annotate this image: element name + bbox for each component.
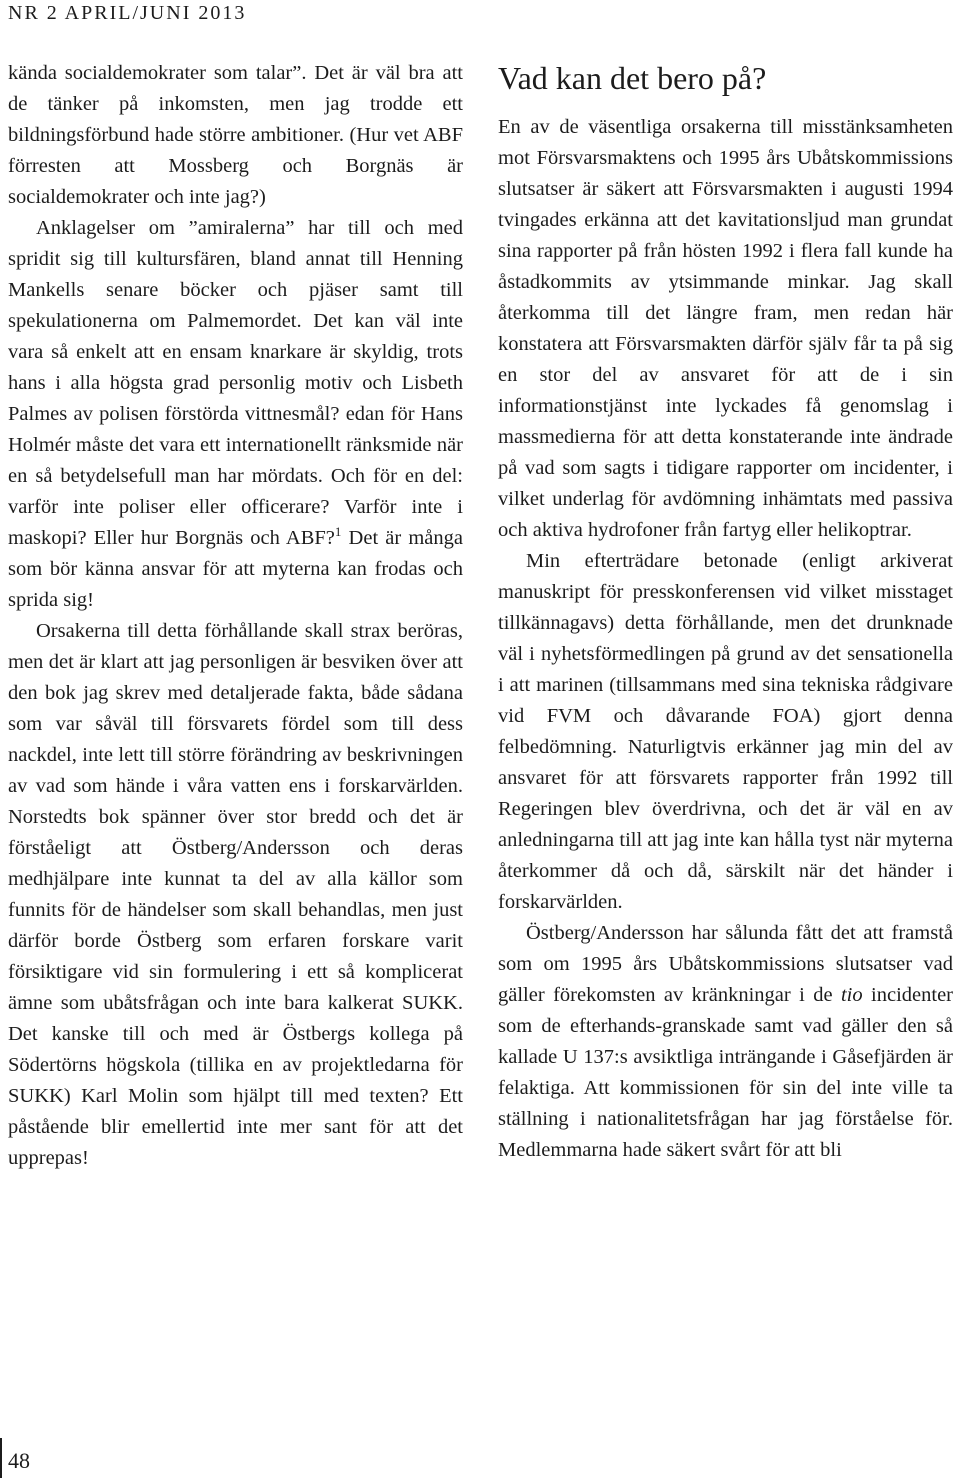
left-paragraph-2-text: Anklagelser om ”amiralerna” har till och med spridit sig till kultursfären, bland annat till Henning Mankells senare böcker och pjäser samt till spekulationerna om Palmemordet. Det kan väl inte vara så enkelt att en ensam knarkare är skyldig, trots hans i alla högsta grad personlig motiv och Lisbeth Palmes av polisen förstörda vittnesmål? edan för Hans Holmér måste det vara ett internationellt ränksmide när en så betydelsefull man har mördats. Och för en del: varför inte poliser eller officerare? Varför inte i maskopi? Eller hur Borgnäs och ABF? xyxy=(8,217,463,549)
right-paragraph-2: Min efterträdare betonade (enligt arkiverat manuskript för presskonferensen vid vilket misstaget tillkännagavs) detta förhållande, men det drunknade väl i nyhetsförmedlingen på grund av det sensationella i att marinen (tillsammans med sina tekniska rådgivare vid FVM och dåvarande FOA) gjort denna felbedömning. Naturligtvis erkänner jag min del av ansvaret för att försvarets rapporter från 1992 till Regeringen blev överdrivna, och det är väl en av anledningarna till att jag inte kan hålla tyst när myterna återkommer då och då, särskilt när det händer i forskarvärlden. xyxy=(498,550,953,913)
right-column xyxy=(498,60,953,1166)
page-edge-rule xyxy=(0,1438,2,1478)
left-paragraph-2-tail: Det är många som bör känna ansvar för att myterna kan frodas och sprida sig! xyxy=(8,527,464,611)
left-column xyxy=(8,58,463,1174)
left-paragraph-1: kända socialdemokrater som talar”. Det är väl bra att de tänker på inkomsten, men jag trodde ett bildningsförbund hade större ambitioner. (Hur vet ABF förresten att Mossberg och Borgnäs är socialdemokrater och inte jag?) xyxy=(8,62,463,208)
left-paragraph-3: Orsakerna till detta förhållande skall strax beröras, men det är klart att jag personligen är besviken över att den bok jag skrev med detaljerade fakta, både sådana som var såväl till försvarets fördel som till dess nackdel, inte lett till större förändring av beskrivningen av vad som hände i våra vatten ens i forskarvärlden. Norstedts bok spänner över stor bredd och det är förståeligt att Östberg/Andersson och deras medhjälpare inte kunnat ta del av alla källor som funnits för de händelser som skall behandlas, men just därför borde Östberg som erfaren forskare varit försiktigare vid sin formulering i ett så komplicerat ämne som ubåtsfrågan och inte bara kalkerat SUKK. Det kanske till och med är Östbergs kollega på Södertörns högskola (tillika en av projektledarna för SUKK) Karl Molin som hjälpt till med texten? Ett påstående blir emellertid inte mer sant för att det upprepas! xyxy=(8,620,463,1169)
footnote-marker: 1 xyxy=(334,524,342,540)
section-heading: Vad kan det bero på? xyxy=(498,60,767,96)
emphasis-tio: tio xyxy=(840,984,863,1006)
right-paragraph-1: En av de väsentliga orsakerna till misstänksamheten mot Försvarsmaktens och 1995 års Ubåtskommissions slutsatser är säkert att Försvarsmakten i augusti 1994 tvingades erkänna att det kavitationsljud man grundat sina rapporter på från hösten 1992 i flera fall kunde ha åstadkommits av ytsimmande minkar. Jag skall återkomma till det längre fram, men redan här konstatera att Försvarsmakten därför själv får ta på sig en stor del av ansvaret för att de i sin informationstjänst inte lyckades få genomslag i massmedierna för att detta konstaterande inte ändrade på vad som sagts i tidigare rapporter om incidenter, i vilket underlag för avdömning inhämtats med passiva och aktiva hydrofoner från fartyg eller helikoptrar. xyxy=(498,116,953,541)
right-paragraph-3 xyxy=(498,918,953,1166)
page-number: 48 xyxy=(8,1448,30,1473)
running-head: NR 2 APRIL/JUNI 2013 xyxy=(8,2,247,24)
right-paragraph-3-text: Östberg/Andersson har sålunda fått det att framstå som om 1995 års Ubåtskommissions slutsatser vad gäller förekomsten av kränkningar i de xyxy=(498,922,953,1006)
left-paragraph-2 xyxy=(8,213,463,616)
right-paragraph-3-tail: incidenter som de efterhands-granskade samt vad gäller den så kallade U 137:s avsiktliga inträngande i Gåsefjärden är felaktiga. Att kommissionen för sin del inte ville ta ställning i nationalitetsfrågan har jag förståelse för. Medlemmarna hade säkert svårt för att bli xyxy=(498,984,954,1161)
